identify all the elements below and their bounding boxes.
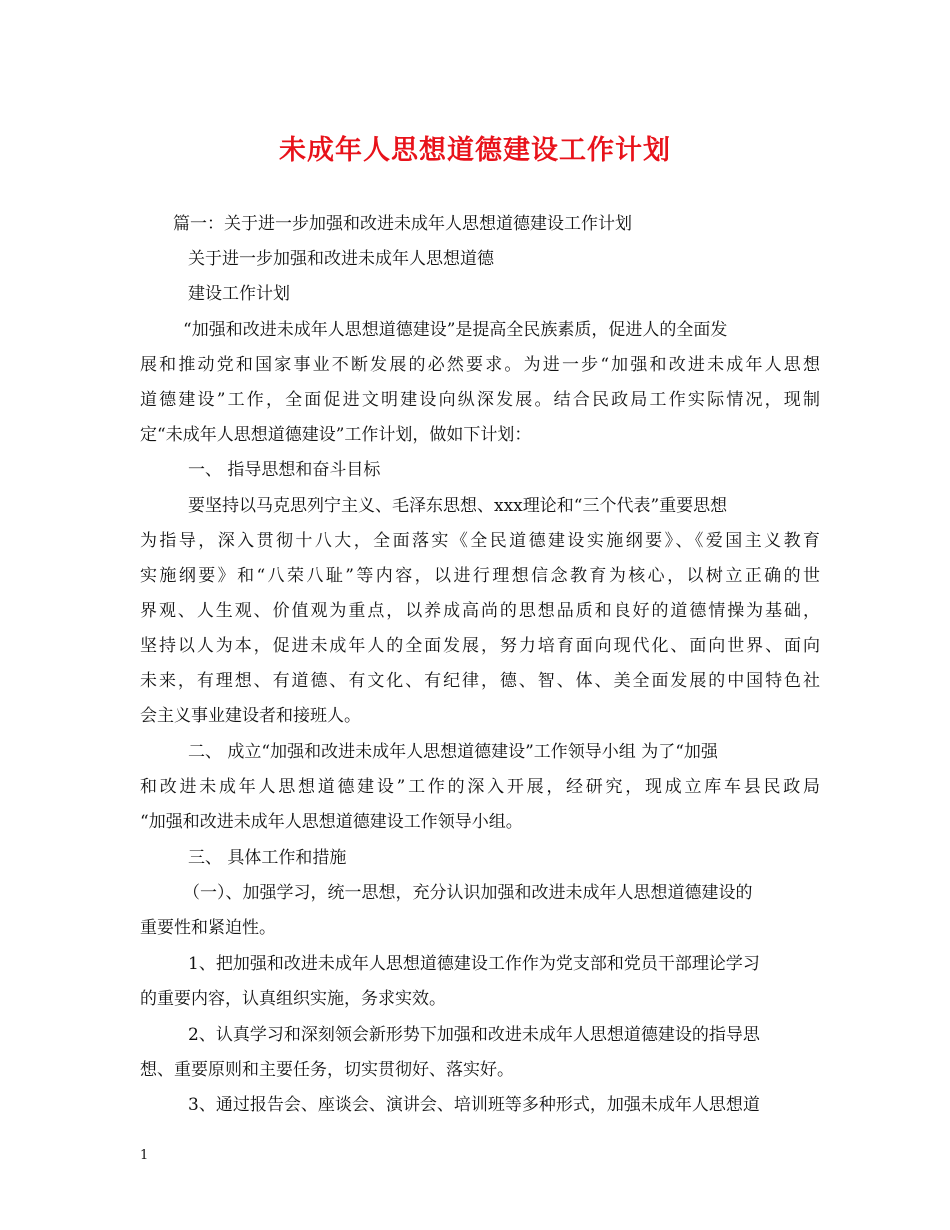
subtitle-line: 关于进一步加强和改进未成年人思想道德: [188, 249, 494, 269]
paragraph-line: 要坚持以马克思列宁主义、毛泽东思想、xxx理论和“三个代表”重要思想: [188, 496, 728, 516]
paragraph-line: 1、把加强和改进未成年人思想道德建设工作作为党支部和党员干部理论学习: [188, 954, 760, 974]
subtitle-line: 建设工作计划: [188, 284, 290, 304]
paragraph-line: 界观、人生观、价值观为重点，以养成高尚的思想品质和良好的道德情操为基础，: [140, 601, 820, 621]
paragraph-line: 展和推动党和国家事业不断发展的必然要求。为进一步“加强和改进未成年人思想: [140, 355, 820, 375]
paragraph-line: 未来，有理想、有道德、有文化、有纪律，德、智、体、美全面发展的中国特色社: [140, 671, 820, 691]
page-number: 1: [140, 1148, 149, 1163]
paragraph-line: 想、重要原则和主要任务，切实贯彻好、落实好。: [140, 1060, 514, 1080]
section-heading: 一、 指导思想和奋斗目标: [188, 460, 381, 480]
paragraph-line: 定“未成年人思想道德建设”工作计划，做如下计划：: [140, 425, 532, 445]
document-title: 未成年人思想道德建设工作计划: [279, 135, 671, 166]
paragraph-line: “加强和改进未成年人思想道德建设”是提高全民族素质，促进人的全面发: [183, 320, 728, 340]
paragraph-line: 道德建设”工作，全面促进文明建设向纵深发展。结合民政局工作实际情况，现制: [140, 390, 820, 410]
paragraph-line: “加强和改进未成年人思想道德建设工作领导小组。: [140, 812, 523, 832]
paragraph-line: 坚持以人为本，促进未成年人的全面发展，努力培育面向现代化、面向世界、面向: [140, 636, 820, 656]
section-heading: 二、 成立“加强和改进未成年人思想道德建设”工作领导小组 为了“加强: [188, 742, 718, 762]
paragraph-line: 实施纲要》和“八荣八耻”等内容，以进行理想信念教育为核心，以树立正确的世: [140, 566, 820, 586]
paragraph-line: 为指导，深入贯彻十八大，全面落实《全民道德建设实施纲要》、《爱国主义教育: [140, 531, 820, 551]
paragraph-line: 会主义事业建设者和接班人。: [140, 706, 361, 726]
paragraph-line: 重要性和紧迫性。: [140, 918, 276, 938]
paragraph-line: 和改进未成年人思想道德建设”工作的深入开展，经研究，现成立库车县民政局: [140, 777, 820, 797]
section-heading: 三、 具体工作和措施: [188, 848, 347, 868]
paragraph-line: 3、通过报告会、座谈会、演讲会、培训班等多种形式，加强未成年人思想道: [188, 1095, 760, 1115]
paragraph-line: 2、认真学习和深刻领会新形势下加强和改进未成年人思想道德建设的指导思: [188, 1025, 760, 1045]
section-heading: 篇一：关于进一步加强和改进未成年人思想道德建设工作计划: [173, 214, 632, 234]
paragraph-line: （一）、加强学习，统一思想，充分认识加强和改进未成年人思想道德建设的: [183, 883, 753, 903]
paragraph-line: 的重要内容，认真组织实施，务求实效。: [140, 989, 446, 1009]
